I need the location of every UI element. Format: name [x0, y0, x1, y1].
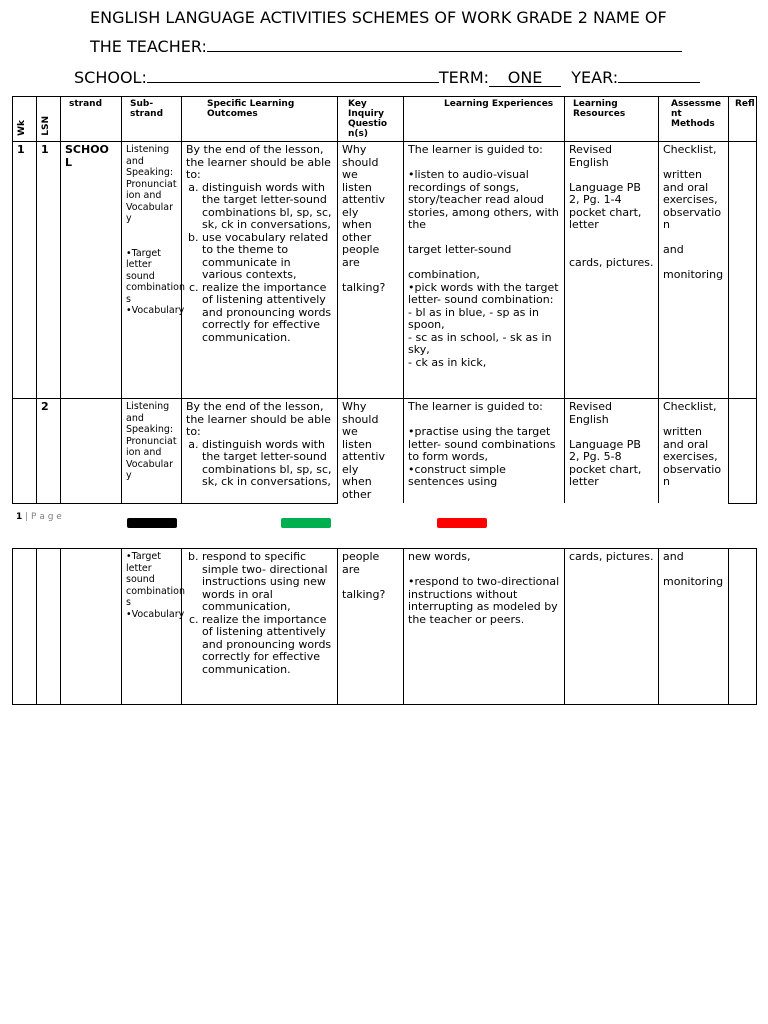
row2-assessment: Checklist, written and oral exercises, observatio n — [659, 399, 729, 504]
row1-assessment: Checklist, written and oral exercises, observatio n and monitoring — [659, 142, 729, 399]
row2-resources: Revised English Language PB 2, Pg. 5-8 pocket chart, letter — [565, 399, 659, 504]
row2-wk — [13, 399, 37, 504]
teacher-label: THE TEACHER: — [90, 37, 207, 56]
list-item: a. distinguish words with the target letter-sound combinations bl, sp, sc, sk, ck in conversations, — [202, 182, 333, 232]
teacher-name-line — [90, 36, 682, 57]
black-bar — [127, 518, 177, 528]
row1-wk: 1 — [13, 142, 37, 399]
cont-wk — [13, 549, 37, 705]
col-header-wk: Wk — [13, 97, 37, 142]
cont-lsn — [37, 549, 61, 705]
row1-outcome-intro: By the end of the lesson, the learner should be able to: — [186, 143, 331, 181]
row2-sub-strand: Listening and Speaking: Pronunciat ion and Vocabular y — [122, 399, 182, 504]
green-bar — [281, 518, 331, 528]
col-header-lsn: LSN — [37, 97, 61, 142]
cont-assessment: and monitoring — [659, 549, 729, 705]
row1-experiences: The learner is guided to: •listen to audio-visual recordings of songs, story/teacher read aloud stories, among others, with the target letter-sound combination, •pick words with the target letter- sound combination: - bl as in blue, - sp as in spoon, - sc as in school, - sk as in sky, - ck as in kick, — [404, 142, 565, 399]
row2-strand — [61, 399, 122, 504]
schemes-of-work-table — [12, 96, 757, 504]
page-label: P a g e — [31, 512, 62, 522]
red-bar — [437, 518, 487, 528]
col-header-reflection: Refl — [729, 97, 757, 142]
table-header-row — [13, 97, 757, 142]
col-header-experiences: Learning Experiences — [404, 97, 565, 142]
school-label: SCHOOL: — [74, 68, 147, 87]
page-footer: 1 | P a g e — [16, 512, 62, 522]
row2-outcome-list — [186, 439, 333, 489]
row2-lsn: 2 — [37, 399, 61, 504]
row1-lsn: 1 — [37, 142, 61, 399]
col-header-resources: Learning Resources — [565, 97, 659, 142]
cont-resources: cards, pictures. — [565, 549, 659, 705]
year-field — [618, 67, 700, 83]
list-item: a. distinguish words with the target letter-sound combinations bl, sp, sc, sk, ck in conversations, — [202, 439, 333, 489]
row2-outcome-intro: By the end of the lesson, the learner should be able to: — [186, 400, 331, 438]
row1-reflection — [729, 142, 757, 399]
list-item: c. realize the importance of listening attentively and pronouncing words correctly for effective communication. — [202, 614, 333, 677]
row1-question: Why should we listen attentiv ely when other people are talking? — [338, 142, 404, 399]
row1-resources: Revised English Language PB 2, Pg. 1-4 pocket chart, letter cards, pictures. — [565, 142, 659, 399]
row2-reflection — [729, 399, 757, 504]
document-title-line1: ENGLISH LANGUAGE ACTIVITIES SCHEMES OF WORK GRADE 2 NAME OF — [90, 8, 667, 27]
row1-outcomes — [182, 142, 338, 399]
col-header-strand: strand — [61, 97, 122, 142]
col-header-assessment: Assessme nt Methods — [659, 97, 729, 142]
col-header-sub-strand: Sub- strand — [122, 97, 182, 142]
col-header-outcomes: Specific Learning Outcomes — [182, 97, 338, 142]
row2-experiences: The learner is guided to: •practise using the target letter- sound combinations to form words, •construct simple sentences using — [404, 399, 565, 504]
cont-strand — [61, 549, 122, 705]
school-name-field — [147, 67, 439, 83]
term-label: TERM: — [438, 68, 490, 87]
cont-sub-strand: •Target letter sound combination s •Vocabulary — [122, 549, 182, 705]
cont-question: people are talking? — [338, 549, 404, 705]
school-term-year-line — [74, 67, 700, 88]
list-item: c. realize the importance of listening attentively and pronouncing words correctly for effective communication. — [202, 282, 333, 345]
teacher-name-field — [207, 36, 682, 52]
cont-outcomes — [182, 549, 338, 705]
table-row — [13, 142, 757, 399]
cont-experiences: new words, •respond to two-directional instructions without interrupting as modeled by the teacher or peers. — [404, 549, 565, 705]
row2-outcomes — [182, 399, 338, 504]
row2-question: Why should we listen attentiv ely when other — [338, 399, 404, 504]
cont-reflection — [729, 549, 757, 705]
list-item: b. respond to specific simple two- directional instructions using new words in oral communication, — [202, 551, 333, 614]
cont-outcome-list — [186, 551, 333, 676]
col-header-questions: Key Inquiry Questio n(s) — [338, 97, 404, 142]
row1-strand: SCHOO L — [61, 142, 122, 399]
term-value: ONE — [489, 70, 561, 87]
continuation-table — [12, 548, 757, 705]
page-number: 1 — [16, 512, 23, 522]
table-row — [13, 399, 757, 504]
year-label: YEAR: — [571, 68, 619, 87]
table-row — [13, 549, 757, 705]
list-item: b. use vocabulary related to the theme to communicate in various contexts, — [202, 232, 333, 282]
row1-sub-strand: Listening and Speaking: Pronunciat ion and Vocabular y •Target letter sound combination s •Vocabulary — [122, 142, 182, 399]
row1-outcome-list — [186, 182, 333, 345]
